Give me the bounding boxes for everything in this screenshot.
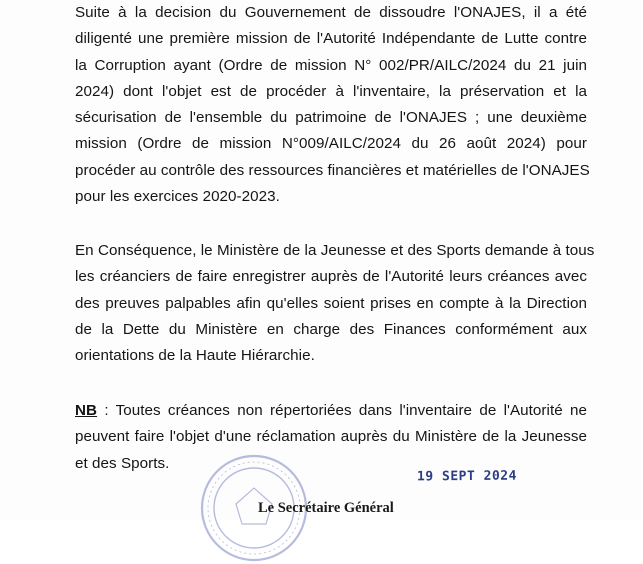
text-line: En Conséquence, le Ministère de la Jeunesse et des Sports demande à tous <box>75 242 595 259</box>
text-line: pour les exercices 2020-2023. <box>75 188 280 206</box>
text-line: et des Sports. <box>75 454 170 472</box>
text-line: mission (Ordre de mission N°009/AILC/2024 du 26 août 2024) pour <box>75 135 587 153</box>
text-line: peuvent faire l'objet d'une réclamation auprès du Ministère de la Jeunesse <box>75 428 587 446</box>
text-line: les créanciers de faire enregistrer auprès de l'Autorité leurs créances avec <box>75 268 587 286</box>
signatory-title: Le Secrétaire Général <box>258 500 394 516</box>
text-line: la Corruption ayant (Ordre de mission N° 002/PR/AILC/2024 du 21 juin <box>75 56 587 74</box>
paragraph-creditors <box>75 238 595 369</box>
paragraph-missions <box>75 0 590 210</box>
nb-first-line-text: : Toutes créances non répertoriées dans l'inventaire de l'Autorité ne <box>97 402 587 419</box>
paragraph-nb <box>75 398 587 477</box>
text-line: sécurisation de l'ensemble du patrimoine de l'ONAJES ; une deuxième <box>75 109 587 127</box>
text-line: des preuves palpables afin qu'elles soient prises en compte à la Direction <box>75 294 587 312</box>
text-line: 2024) dont l'objet est de procéder à l'inventaire, la préservation et la <box>75 82 587 100</box>
date-stamp: 19 SEPT 2024 <box>416 468 517 485</box>
nb-label: NB <box>75 402 98 419</box>
text-line: de la Dette du Ministère en charge des Finances conformément aux <box>75 320 587 338</box>
text-line: procéder au contrôle des ressources financières et matérielles de l'ONAJES <box>75 161 590 179</box>
text-line: diligenté une première mission de l'Autorité Indépendante de Lutte contre <box>75 30 587 48</box>
text-line: Suite à la decision du Gouvernement de dissoudre l'ONAJES, il a été <box>75 4 587 21</box>
nb-first-line <box>75 398 587 424</box>
text-line: orientations de la Haute Hiérarchie. <box>75 347 315 365</box>
